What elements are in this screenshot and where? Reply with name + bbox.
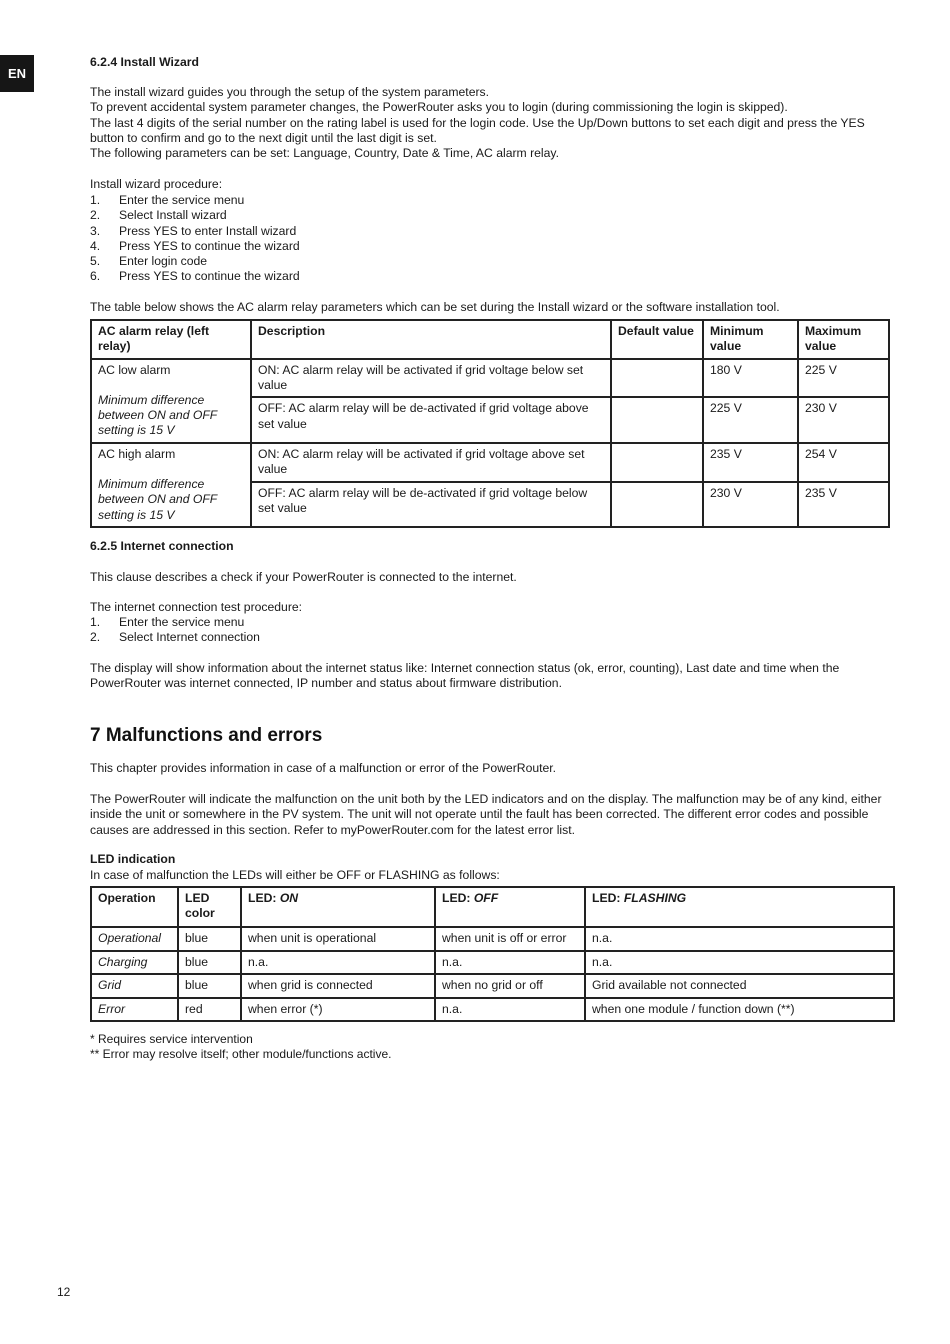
list-item — [90, 615, 260, 630]
step-number: 3. — [90, 223, 101, 238]
malfunctions-intro: This chapter provides information in case of a malfunction or error of the PowerRouter. — [90, 761, 557, 775]
flashing-cell: Grid available not connected — [585, 974, 894, 997]
step-number: 5. — [90, 254, 101, 269]
table-row — [91, 951, 894, 974]
led-indication-table — [90, 886, 895, 1022]
color-cell: red — [178, 998, 241, 1021]
step-text: Select Internet connection — [119, 630, 260, 645]
internet-steps — [90, 615, 260, 646]
header-prefix: LED: — [442, 891, 474, 905]
table-row — [91, 927, 894, 951]
header-led-on — [241, 887, 435, 927]
step-number: 4. — [90, 238, 101, 253]
on-cell: when error (*) — [241, 998, 435, 1021]
header-state: ON — [279, 891, 299, 905]
step-text: Press YES to enter Install wizard — [119, 223, 297, 238]
header-state: FLASHING — [623, 891, 687, 905]
table-header-row — [91, 320, 889, 359]
list-item — [90, 269, 300, 284]
list-item — [90, 254, 300, 269]
header-prefix: LED: — [592, 891, 624, 905]
malfunctions-heading: 7 Malfunctions and errors — [90, 725, 323, 746]
default-cell — [611, 397, 703, 442]
header-relay: AC alarm relay (left relay) — [91, 320, 251, 359]
step-text: Enter the service menu — [119, 193, 245, 207]
off-cell: when no grid or off — [435, 974, 585, 997]
relay-name-cell — [91, 359, 251, 443]
list-item — [90, 193, 300, 208]
minimum-cell: 235 V — [703, 443, 798, 482]
table-row — [91, 974, 894, 997]
internet-heading: 6.2.5 Internet connection — [90, 539, 234, 553]
led-intro: In case of malfunction the LEDs will either be OFF or FLASHING as follows: — [90, 868, 500, 882]
flashing-cell: n.a. — [585, 927, 894, 951]
footnotes — [90, 1032, 391, 1063]
maximum-cell: 254 V — [798, 443, 889, 482]
relay-name-cell — [91, 443, 251, 527]
on-cell: when unit is operational — [241, 927, 435, 951]
default-cell — [611, 482, 703, 527]
step-text: Select Install wizard — [119, 208, 227, 223]
step-text: Enter login code — [119, 254, 208, 269]
table-header-row — [91, 887, 894, 927]
color-cell: blue — [178, 974, 241, 997]
header-state: OFF — [473, 891, 499, 905]
relay-table-intro: The table below shows the AC alarm relay parameters which can be set during the Install wizard or the software installation tool. — [90, 300, 780, 314]
internet-display-info: The display will show information about the internet status like: Internet connection status (ok, error, counting), Last date and time when the PowerRouter was internet connected, IP number and status about firmware distribution. — [90, 661, 840, 691]
description-cell: ON: AC alarm relay will be activated if grid voltage above set value — [251, 443, 611, 482]
header-led-color: LED color — [178, 887, 241, 927]
page-number: 12 — [57, 1285, 71, 1299]
maximum-cell: 225 V — [798, 359, 889, 398]
minimum-cell: 180 V — [703, 359, 798, 398]
description-cell: OFF: AC alarm relay will be de-activated if grid voltage below set value — [251, 482, 611, 527]
footnote: ** Error may resolve itself; other module/functions active. — [90, 1047, 392, 1062]
minimum-cell: 225 V — [703, 397, 798, 442]
description-cell: OFF: AC alarm relay will be de-activated if grid voltage above set value — [251, 397, 611, 442]
operation-cell: Operational — [91, 927, 178, 951]
install-wizard-intro — [90, 85, 890, 161]
led-heading: LED indication — [90, 852, 176, 866]
list-item — [90, 630, 260, 645]
maximum-cell: 230 V — [798, 397, 889, 442]
header-minimum: Minimum value — [703, 320, 798, 359]
relay-name: AC low alarm — [98, 362, 171, 377]
default-cell — [611, 359, 703, 398]
step-text: Press YES to continue the wizard — [119, 238, 300, 253]
relay-name: AC high alarm — [98, 446, 176, 461]
paragraph: To prevent accidental system parameter changes, the PowerRouter asks you to login (during commissioning the login is skipped). — [90, 100, 788, 115]
flashing-cell: when one module / function down (**) — [585, 998, 894, 1021]
step-number: 2. — [90, 630, 101, 645]
on-cell: n.a. — [241, 951, 435, 974]
step-number: 1. — [90, 615, 101, 629]
step-number: 2. — [90, 208, 101, 223]
on-cell: when grid is connected — [241, 974, 435, 997]
table-row — [91, 443, 889, 482]
ac-alarm-relay-table — [90, 319, 890, 528]
off-cell: n.a. — [435, 998, 585, 1021]
step-text: Press YES to continue the wizard — [119, 269, 300, 284]
paragraph: The last 4 digits of the serial number on the rating label is used for the login code. Use the Up/Down buttons to set each digit and press the YES button to confirm and go to the next digit until the last digit is set. — [90, 115, 865, 145]
header-description: Description — [251, 320, 611, 359]
operation-cell: Charging — [91, 951, 178, 974]
internet-intro: This clause describes a check if your PowerRouter is connected to the internet. — [90, 570, 517, 584]
default-cell — [611, 443, 703, 482]
header-prefix: LED: — [248, 891, 280, 905]
off-cell: when unit is off or error — [435, 927, 585, 951]
list-item — [90, 239, 300, 254]
footnote: * Requires service intervention — [90, 1032, 253, 1046]
paragraph: The following parameters can be set: Language, Country, Date & Time, AC alarm relay. — [90, 146, 559, 161]
step-number: 6. — [90, 269, 101, 284]
header-operation: Operation — [91, 887, 178, 927]
color-cell: blue — [178, 951, 241, 974]
header-maximum: Maximum value — [798, 320, 889, 359]
off-cell: n.a. — [435, 951, 585, 974]
minimum-cell: 230 V — [703, 482, 798, 527]
malfunctions-body: The PowerRouter will indicate the malfunction on the unit both by the LED indicators and on the display. The malfunction may be of any kind, either inside the unit or somewhere in the PV system. The unit will not operate until the fault has been corrected. The different error codes and possible causes are addressed in this section. Refer to myPowerRouter.com for the latest error list. — [90, 792, 882, 837]
operation-cell: Grid — [91, 974, 178, 997]
install-wizard-procedure-title: Install wizard procedure: — [90, 177, 223, 191]
description-cell: ON: AC alarm relay will be activated if grid voltage below set value — [251, 359, 611, 398]
step-number: 1. — [90, 193, 101, 207]
step-text: Enter the service menu — [119, 615, 245, 629]
language-tab: EN — [0, 55, 34, 92]
header-led-flashing — [585, 887, 894, 927]
flashing-cell: n.a. — [585, 951, 894, 974]
header-led-off — [435, 887, 585, 927]
color-cell: blue — [178, 927, 241, 951]
table-row — [91, 998, 894, 1021]
table-row — [91, 359, 889, 398]
relay-note: Minimum difference between ON and OFF setting is 15 V — [98, 477, 218, 522]
header-default: Default value — [611, 320, 703, 359]
maximum-cell: 235 V — [798, 482, 889, 527]
operation-cell: Error — [91, 998, 178, 1021]
paragraph: The install wizard guides you through the setup of the system parameters. — [90, 85, 490, 99]
relay-note: Minimum difference between ON and OFF setting is 15 V — [98, 392, 218, 438]
install-wizard-heading: 6.2.4 Install Wizard — [90, 55, 199, 69]
install-wizard-steps — [90, 193, 300, 285]
list-item — [90, 208, 300, 223]
list-item — [90, 224, 300, 239]
internet-procedure-title: The internet connection test procedure: — [90, 600, 303, 614]
